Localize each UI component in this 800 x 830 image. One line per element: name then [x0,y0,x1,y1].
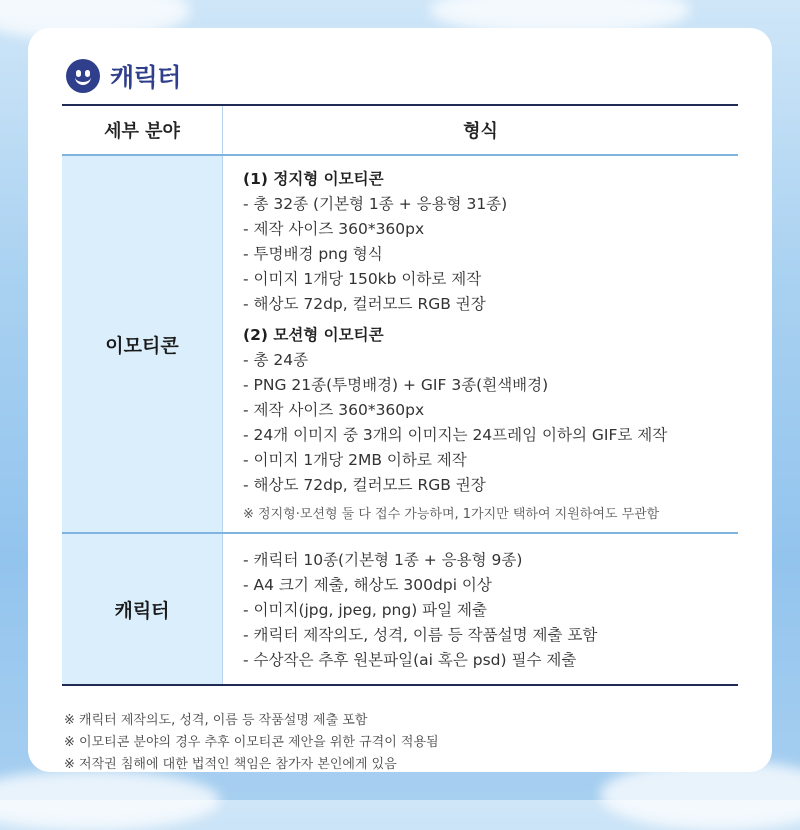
list-item: - 이미지(jpg, jpeg, png) 파일 제출 [243,601,487,619]
list-item: - 이미지 1개당 150kb 이하로 제작 [243,270,482,288]
list-item: - A4 크기 제출, 해상도 300dpi 이상 [243,576,492,594]
list-item: - 이미지 1개당 2MB 이하로 제작 [243,451,467,469]
footnote: ※ 이모티콘 분야의 경우 추후 이모티콘 제안을 위한 규격이 적용됨 [64,735,439,750]
section-title: 캐릭터 [110,63,181,92]
list-item: - 24개 이미지 중 3개의 이미지는 24프레임 이하의 GIF로 제작 [243,426,668,444]
list-item: - 수상작은 추후 원본파일(ai 혹은 psd) 필수 제출 [243,651,577,669]
header-category: 세부 분야 [62,106,223,154]
list-item: - 제작 사이즈 360*360px [243,220,425,238]
list-item: - 해상도 72dp, 컬러모드 RGB 권장 [243,295,486,313]
list-item: - 투명배경 png 형식 [243,245,383,263]
subsection-title: (2) 모션형 이모티콘 [243,326,384,344]
table-header-row [62,104,738,156]
footnotes [64,710,439,776]
list-item: - 제작 사이즈 360*360px [243,401,425,419]
list-item: - 캐릭터 제작의도, 성격, 이름 등 작품설명 제출 포함 [243,626,598,644]
footnote: ※ 캐릭터 제작의도, 성격, 이름 등 작품설명 제출 포함 [64,713,368,728]
category-emoticon: 이모티콘 [62,156,223,532]
format-character [223,534,738,684]
table-row [62,534,738,686]
emoticon-note: ※ 정지형·모션형 둘 다 접수 가능하며, 1가지만 택하여 지원하여도 무관함 [243,507,660,522]
content-card [28,28,772,772]
spec-table [62,104,738,686]
smiley-icon [66,59,100,93]
list-item: - PNG 21종(투명배경) + GIF 3종(흰색배경) [243,376,549,394]
category-character: 캐릭터 [62,534,223,684]
list-item: - 총 24종 [243,351,309,369]
table-row [62,156,738,534]
header-format: 형식 [463,121,498,142]
cloud-decoration [0,770,220,830]
list-item: - 캐릭터 10종(기본형 1종 + 응용형 9종) [243,551,523,569]
subsection-title: (1) 정지형 이모티콘 [243,170,384,188]
format-emoticon [223,156,738,532]
section-heading [66,58,181,94]
footnote: ※ 저작권 침해에 대한 법적인 책임은 참가자 본인에게 있음 [64,757,397,772]
list-item: - 총 32종 (기본형 1종 + 응용형 31종) [243,195,508,213]
list-item: - 해상도 72dp, 컬러모드 RGB 권장 [243,476,486,494]
